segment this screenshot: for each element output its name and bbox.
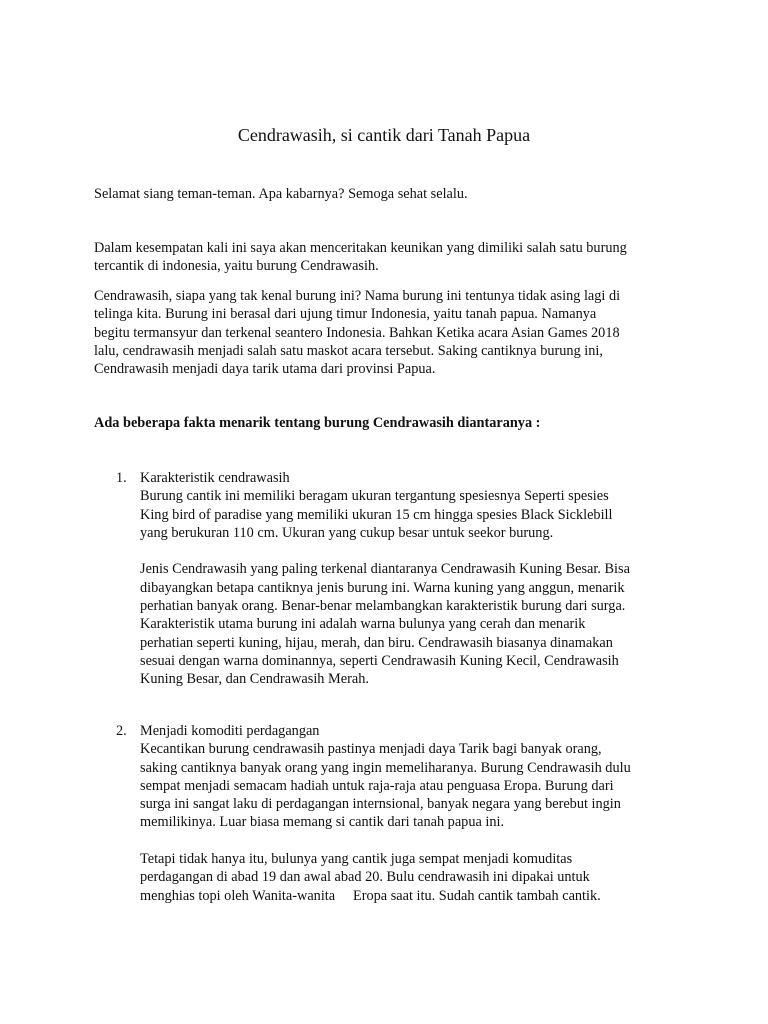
list-line: sempat menjadi semacam hadiah untuk raja-raja atau penguasa Eropa. Burung dari [140, 777, 614, 794]
facts-heading [94, 414, 694, 432]
list-line: yang berukuran 110 cm. Ukuran yang cukup besar untuk seekor burung. [140, 524, 554, 541]
description-paragraph [94, 287, 694, 378]
facts-heading-text: Ada beberapa fakta menarik tentang burung Cendrawasih diantaranya : [94, 415, 541, 431]
list-line: Kecantikan burung cendrawasih pastinya menjadi daya Tarik bagi banyak orang, [140, 741, 602, 758]
list-line: memilikinya. Luar biasa memang si cantik dari tanah papua ini. [140, 814, 505, 831]
list-line: perdagangan di abad 19 dan awal abad 20. Bulu cendrawasih ini dipakai untuk [140, 869, 590, 886]
list-body [140, 469, 710, 689]
intro-line: tercantik di indonesia, yaitu burung Cendrawasih. [94, 258, 379, 275]
list-item-heading: Karakteristik cendrawasih [140, 470, 290, 486]
list-line: Kuning Besar, dan Cendrawasih Merah. [140, 671, 369, 688]
document-title: Cendrawasih, si cantik dari Tanah Papua [237, 125, 531, 145]
list-body [140, 722, 710, 905]
list-line: menghias topi oleh Wanita-wanita Eropa saat itu. Sudah cantik tambah cantik. [140, 887, 601, 904]
list-line: Burung cantik ini memiliki beragam ukuran tergantung spesiesnya Seperti spesies [140, 488, 609, 505]
list-number: 1. [116, 470, 127, 486]
list-item-heading: Menjadi komoditi perdagangan [140, 723, 320, 739]
list-line: saking cantiknya banyak orang yang ingin memeliharanya. Burung Cendrawasih dulu [140, 759, 631, 776]
description-line: Cendrawasih, siapa yang tak kenal burung ini? Nama burung ini tentunya tidak asing lagi di [94, 288, 621, 304]
description-line: Cendrawasih menjadi daya tarik utama dari provinsi Papua. [94, 361, 436, 378]
list-line: Tetapi tidak hanya itu, bulunya yang cantik juga sempat menjadi komuditas [140, 851, 573, 868]
list-paragraph [140, 487, 710, 542]
greeting-paragraph [94, 185, 694, 203]
list-line: Karakteristik utama burung ini adalah warna bulunya yang cerah dan menarik [140, 616, 586, 633]
intro-line: Dalam kesempatan kali ini saya akan menceritakan keunikan yang dimiliki salah satu burung [94, 240, 627, 256]
list-paragraph [140, 560, 710, 688]
list-line: sesuai dengan warna dominannya, seperti Cendrawasih Kuning Kecil, Cendrawasih [140, 652, 619, 669]
list-line: perhatian banyak orang. Benar-benar melambangkan karakteristik burung dari surga. [140, 598, 626, 615]
paragraph-gap [140, 832, 710, 850]
description-line: telinga kita. Burung ini berasal dari ujung timur Indonesia, yaitu tanah papua. Namanya [94, 306, 597, 323]
description-line: lalu, cendrawasih menjadi salah satu maskot acara tersebut. Saking cantiknya burung ini, [94, 342, 603, 359]
list-paragraph [140, 740, 710, 831]
list-line: Jenis Cendrawasih yang paling terkenal diantaranya Cendrawasih Kuning Besar. Bisa [140, 561, 630, 578]
list-line: dibayangkan betapa cantiknya jenis burung ini. Warna kuning yang anggun, menarik [140, 579, 625, 596]
description-line: begitu termansyur dan terkenal seantero Indonesia. Bahkan Ketika acara Asian Games 2018 [94, 324, 620, 341]
list-line: surga ini sangat laku di perdagangan internsional, banyak negara yang berebut ingin [140, 796, 621, 813]
list-number: 2. [116, 723, 127, 739]
list-line: perhatian seperti kuning, hijau, merah, dan biru. Cendrawasih biasanya dinamakan [140, 634, 613, 651]
list-line: King bird of paradise yang memiliki ukuran 15 cm hingga spesies Black Sicklebill [140, 506, 613, 523]
list-paragraph [140, 850, 710, 905]
paragraph-gap [140, 542, 710, 560]
intro-paragraph [94, 239, 694, 276]
greeting-line: Selamat siang teman-teman. Apa kabarnya? Semoga sehat selalu. [94, 186, 468, 202]
